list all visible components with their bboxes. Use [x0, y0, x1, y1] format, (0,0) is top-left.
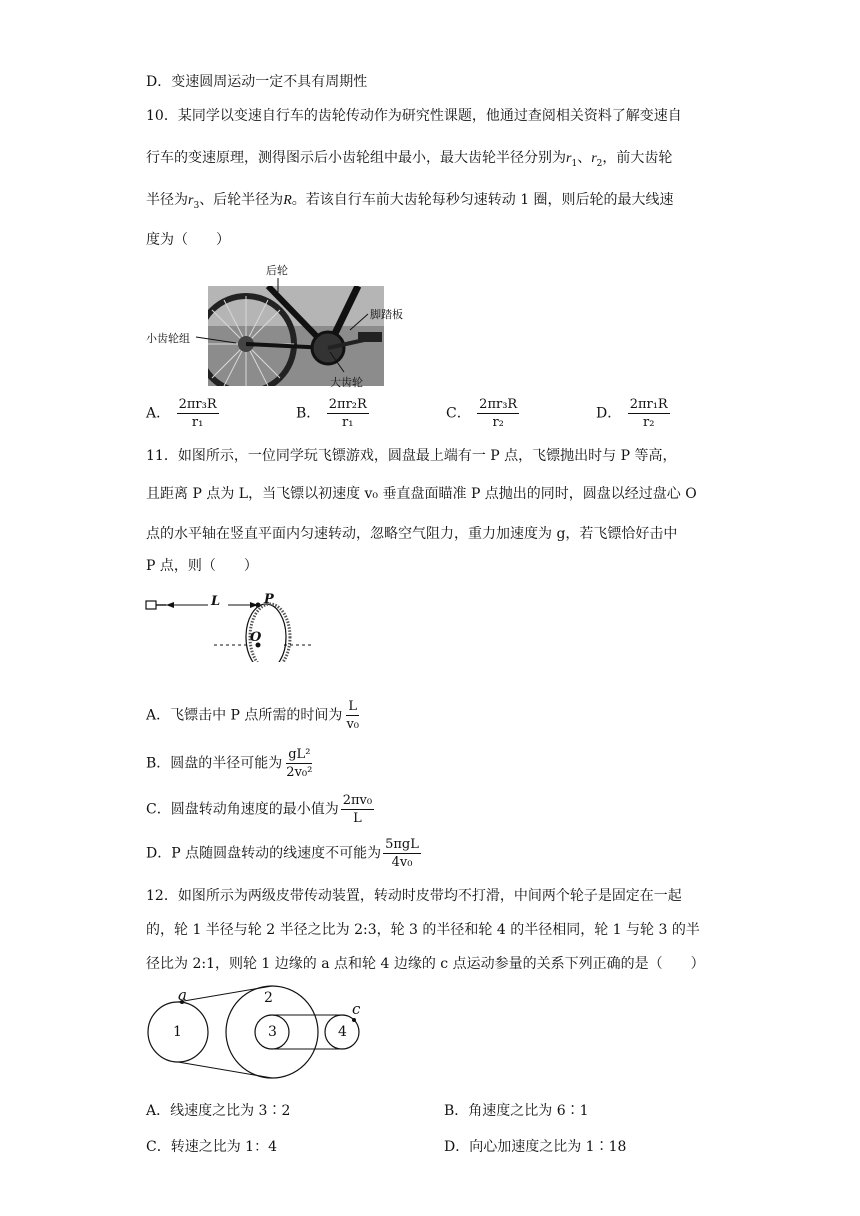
- point-c: [352, 1018, 356, 1022]
- numerator: 2πr₂R: [328, 397, 367, 412]
- fraction: [383, 836, 421, 871]
- fig-label-c: c: [352, 1000, 361, 1018]
- numerator: 2πr₃R: [178, 397, 217, 412]
- q12-option-c: C．转速之比为 1：4: [146, 1139, 277, 1155]
- option-text: A．飞镖击中 P 点所需的时间为: [146, 707, 343, 724]
- q10-line-4: 度为（ ）: [146, 232, 230, 248]
- q10-line-2-c: ，前大齿轮: [602, 150, 673, 166]
- option-text: C．圆盘转动角速度的最小值为: [146, 801, 339, 818]
- fraction: [177, 396, 219, 431]
- option-letter: C．: [446, 405, 471, 422]
- option-letter: D．: [596, 405, 622, 422]
- fig-label-wheel-4: 4: [338, 1024, 347, 1040]
- q12-option-a: A．线速度之比为 3∶2: [146, 1103, 291, 1119]
- q10-option-d: [596, 396, 672, 431]
- denominator: r₂: [492, 415, 504, 430]
- q10-line-1: 10．某同学以变速自行车的齿轮传动作为研究性课题，他通过查阅相关资料了解变速自: [146, 108, 682, 124]
- fig-label-wheel-3: 3: [268, 1024, 277, 1040]
- q10-line-3-a: 半径为: [146, 192, 188, 208]
- numerator: 2πv₀: [342, 793, 373, 808]
- q11-line-1: 11．如图所示，一位同学玩飞镖游戏，圆盘最上端有一 P 点，飞镖抛出时与 P 等高，: [146, 448, 677, 464]
- q11-line-4: P 点，则（ ）: [146, 558, 258, 574]
- q11-option-a: [146, 698, 363, 733]
- fraction: [341, 792, 374, 827]
- q10-option-c: [446, 396, 521, 431]
- option-letter: A．: [146, 405, 171, 422]
- q10-line-2: 行车的变速原理，测得图示后小齿轮组中最小，最大齿轮半径分别为$r_1$、$r_2$，前大齿轮: [146, 150, 673, 169]
- option-letter: B．: [296, 405, 321, 422]
- q10-line-3-b: 、后轮半径为: [199, 192, 284, 208]
- numerator: 2πr₁R: [629, 397, 668, 412]
- q11-option-b: [146, 746, 316, 781]
- q11-line-3: 点的水平轴在竖直平面内匀速转动，忽略空气阻力，重力加速度为 g，若飞镖恰好击中: [146, 526, 678, 542]
- q11-option-d: [146, 836, 423, 871]
- denominator: 4v₀: [391, 855, 413, 870]
- label-small-gear: 小齿轮组: [146, 332, 190, 345]
- fraction: [628, 396, 670, 431]
- denominator: 2v₀²: [286, 765, 313, 780]
- fraction: [477, 396, 519, 431]
- dart-disc-figure: [144, 592, 314, 662]
- q10-line-3: 半径为$r_3$、后轮半径为R。若该自行车前大齿轮每秒匀速转动 1 圈，则后轮的最大线速: [146, 192, 674, 211]
- bicycle-drawing: [208, 286, 384, 386]
- numerator: 5πgL: [385, 837, 419, 852]
- q12-line-1: 12．如图所示为两级皮带传动装置，转动时皮带均不打滑，中间两个轮子是固定在一起: [146, 888, 682, 904]
- fig-label-P: P: [264, 592, 274, 607]
- numerator: gL²: [288, 747, 311, 762]
- fig-label-a: a: [178, 986, 187, 1004]
- fig-label-L: L: [211, 594, 221, 609]
- denominator: r₂: [642, 415, 655, 430]
- fig-label-O: O: [250, 630, 262, 645]
- q10-line-2-sep: 、: [577, 150, 592, 166]
- q10-option-b: [296, 396, 371, 431]
- fig-label-wheel-1: 1: [173, 1024, 182, 1040]
- q12-option-b: B．角速度之比为 6∶1: [444, 1103, 589, 1119]
- fig-label-wheel-2: 2: [264, 990, 273, 1006]
- q9-option-d: D．变速圆周运动一定不具有周期性: [146, 74, 368, 90]
- denominator: v₀: [346, 717, 359, 732]
- belt-lower-1: [178, 1062, 272, 1078]
- q12-line-2: 的，轮 1 半径与轮 2 半径之比为 2:3，轮 3 的半径和轮 4 的半径相同，轮 1 与轮 3 的半: [146, 922, 700, 938]
- denominator: r₁: [191, 415, 204, 430]
- label-rear-wheel: 后轮: [266, 264, 288, 277]
- bicycle-photo: [208, 286, 384, 386]
- option-text: B．圆盘的半径可能为: [146, 755, 283, 772]
- fraction: [344, 698, 361, 733]
- q10-line-2-a: 行车的变速原理，测得图示后小齿轮组中最小，最大齿轮半径分别为: [146, 150, 566, 166]
- label-big-gear: 大齿轮: [330, 376, 363, 389]
- numerator: 2πr₃R: [479, 397, 518, 412]
- fraction: [284, 746, 314, 781]
- denominator: L: [353, 811, 362, 826]
- q11-option-c: [146, 792, 376, 827]
- q12-option-d: D．向心加速度之比为 1∶18: [444, 1139, 627, 1155]
- q10-line-3-c: 。若该自行车前大齿轮每秒匀速转动 1 圈，则后轮的最大线速: [291, 192, 674, 208]
- numerator: L: [348, 699, 358, 714]
- q12-line-3: 径比为 2:1，则轮 1 边缘的 a 点和轮 4 边缘的 c 点运动参量的关系下列正确的是（ ）: [146, 956, 705, 972]
- label-pedal: 脚踏板: [370, 308, 403, 321]
- q11-line-2: 且距离 P 点为 L，当飞镖以初速度 v₀ 垂直盘面瞄准 P 点抛出的同时，圆盘以经过盘心 O: [146, 486, 697, 502]
- denominator: r₁: [342, 415, 354, 430]
- option-text: D．P 点随圆盘转动的线速度不可能为: [146, 845, 382, 862]
- q10-option-a: [146, 396, 221, 431]
- belt-upper-1: [178, 986, 272, 1002]
- fraction: [327, 396, 369, 431]
